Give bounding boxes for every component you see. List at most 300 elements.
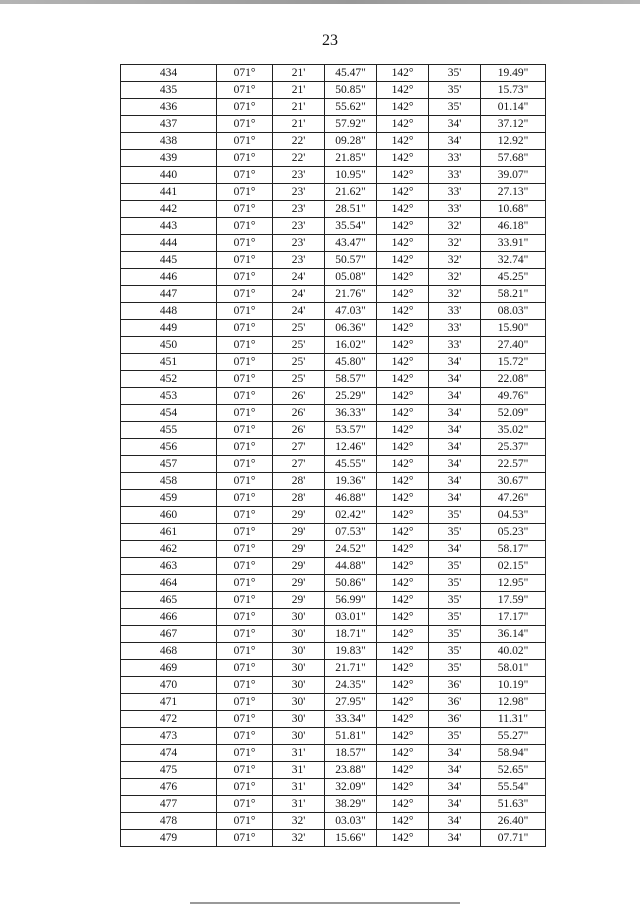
latitude-minutes-cell: 29': [273, 575, 325, 592]
longitude-seconds-cell: 55.54": [481, 779, 546, 796]
longitude-seconds-cell: 30.67": [481, 473, 546, 490]
latitude-degrees-cell: 071°: [217, 65, 273, 82]
longitude-degrees-cell: 142°: [377, 65, 429, 82]
latitude-seconds-cell: 05.08": [325, 269, 377, 286]
longitude-minutes-cell: 34': [429, 473, 481, 490]
longitude-minutes-cell: 32': [429, 269, 481, 286]
latitude-degrees-cell: 071°: [217, 626, 273, 643]
latitude-degrees-cell: 071°: [217, 303, 273, 320]
longitude-minutes-cell: 35': [429, 99, 481, 116]
longitude-degrees-cell: 142°: [377, 660, 429, 677]
latitude-seconds-cell: 44.88": [325, 558, 377, 575]
latitude-minutes-cell: 24': [273, 269, 325, 286]
latitude-minutes-cell: 31': [273, 745, 325, 762]
latitude-degrees-cell: 071°: [217, 779, 273, 796]
longitude-degrees-cell: 142°: [377, 354, 429, 371]
latitude-seconds-cell: 57.92": [325, 116, 377, 133]
table-row: [121, 660, 546, 677]
longitude-minutes-cell: 33': [429, 150, 481, 167]
longitude-degrees-cell: 142°: [377, 609, 429, 626]
table-row: [121, 405, 546, 422]
table-row: [121, 524, 546, 541]
longitude-minutes-cell: 35': [429, 524, 481, 541]
longitude-degrees-cell: 142°: [377, 116, 429, 133]
longitude-seconds-cell: 33.91": [481, 235, 546, 252]
longitude-minutes-cell: 35': [429, 728, 481, 745]
longitude-seconds-cell: 25.37": [481, 439, 546, 456]
latitude-seconds-cell: 53.57": [325, 422, 377, 439]
point-number-cell: 435: [121, 82, 217, 99]
latitude-degrees-cell: 071°: [217, 184, 273, 201]
latitude-minutes-cell: 21': [273, 116, 325, 133]
longitude-seconds-cell: 15.73": [481, 82, 546, 99]
latitude-seconds-cell: 45.80": [325, 354, 377, 371]
table-row: [121, 167, 546, 184]
longitude-degrees-cell: 142°: [377, 473, 429, 490]
longitude-degrees-cell: 142°: [377, 490, 429, 507]
table-row: [121, 99, 546, 116]
point-number-cell: 447: [121, 286, 217, 303]
longitude-seconds-cell: 39.07": [481, 167, 546, 184]
longitude-minutes-cell: 36': [429, 677, 481, 694]
latitude-seconds-cell: 19.36": [325, 473, 377, 490]
longitude-minutes-cell: 35': [429, 507, 481, 524]
longitude-minutes-cell: 33': [429, 303, 481, 320]
longitude-minutes-cell: 34': [429, 354, 481, 371]
latitude-minutes-cell: 30': [273, 711, 325, 728]
latitude-seconds-cell: 25.29": [325, 388, 377, 405]
latitude-minutes-cell: 21': [273, 82, 325, 99]
longitude-seconds-cell: 58.94": [481, 745, 546, 762]
longitude-seconds-cell: 02.15": [481, 558, 546, 575]
latitude-degrees-cell: 071°: [217, 218, 273, 235]
point-number-cell: 444: [121, 235, 217, 252]
latitude-minutes-cell: 28': [273, 490, 325, 507]
point-number-cell: 463: [121, 558, 217, 575]
latitude-degrees-cell: 071°: [217, 609, 273, 626]
point-number-cell: 437: [121, 116, 217, 133]
longitude-seconds-cell: 52.09": [481, 405, 546, 422]
latitude-minutes-cell: 23': [273, 201, 325, 218]
point-number-cell: 461: [121, 524, 217, 541]
latitude-minutes-cell: 23': [273, 252, 325, 269]
longitude-degrees-cell: 142°: [377, 218, 429, 235]
point-number-cell: 434: [121, 65, 217, 82]
point-number-cell: 449: [121, 320, 217, 337]
longitude-seconds-cell: 15.72": [481, 354, 546, 371]
coordinates-table-body: [121, 65, 546, 847]
table-row: [121, 779, 546, 796]
point-number-cell: 465: [121, 592, 217, 609]
latitude-minutes-cell: 22': [273, 133, 325, 150]
table-row: [121, 269, 546, 286]
latitude-degrees-cell: 071°: [217, 133, 273, 150]
point-number-cell: 448: [121, 303, 217, 320]
table-row: [121, 745, 546, 762]
longitude-degrees-cell: 142°: [377, 575, 429, 592]
latitude-seconds-cell: 28.51": [325, 201, 377, 218]
latitude-seconds-cell: 06.36": [325, 320, 377, 337]
longitude-minutes-cell: 35': [429, 643, 481, 660]
longitude-seconds-cell: 55.27": [481, 728, 546, 745]
latitude-degrees-cell: 071°: [217, 201, 273, 218]
longitude-minutes-cell: 34': [429, 133, 481, 150]
table-row: [121, 762, 546, 779]
latitude-degrees-cell: 071°: [217, 796, 273, 813]
longitude-minutes-cell: 34': [429, 439, 481, 456]
table-row: [121, 473, 546, 490]
latitude-seconds-cell: 33.34": [325, 711, 377, 728]
longitude-degrees-cell: 142°: [377, 711, 429, 728]
point-number-cell: 451: [121, 354, 217, 371]
latitude-degrees-cell: 071°: [217, 320, 273, 337]
longitude-seconds-cell: 10.68": [481, 201, 546, 218]
scan-bottom-line: [190, 902, 460, 904]
table-row: [121, 677, 546, 694]
longitude-minutes-cell: 34': [429, 388, 481, 405]
point-number-cell: 441: [121, 184, 217, 201]
longitude-minutes-cell: 34': [429, 405, 481, 422]
latitude-degrees-cell: 071°: [217, 813, 273, 830]
point-number-cell: 459: [121, 490, 217, 507]
table-row: [121, 830, 546, 847]
point-number-cell: 478: [121, 813, 217, 830]
longitude-minutes-cell: 35': [429, 660, 481, 677]
longitude-seconds-cell: 26.40": [481, 813, 546, 830]
latitude-minutes-cell: 31': [273, 796, 325, 813]
longitude-seconds-cell: 27.40": [481, 337, 546, 354]
latitude-minutes-cell: 29': [273, 541, 325, 558]
latitude-minutes-cell: 29': [273, 524, 325, 541]
latitude-minutes-cell: 24': [273, 303, 325, 320]
latitude-degrees-cell: 071°: [217, 558, 273, 575]
latitude-seconds-cell: 45.55": [325, 456, 377, 473]
latitude-seconds-cell: 38.29": [325, 796, 377, 813]
longitude-degrees-cell: 142°: [377, 779, 429, 796]
longitude-minutes-cell: 34': [429, 371, 481, 388]
longitude-seconds-cell: 11.31": [481, 711, 546, 728]
latitude-seconds-cell: 43.47": [325, 235, 377, 252]
latitude-degrees-cell: 071°: [217, 762, 273, 779]
longitude-minutes-cell: 33': [429, 337, 481, 354]
longitude-seconds-cell: 51.63": [481, 796, 546, 813]
longitude-minutes-cell: 34': [429, 762, 481, 779]
longitude-seconds-cell: 36.14": [481, 626, 546, 643]
table-row: [121, 303, 546, 320]
point-number-cell: 456: [121, 439, 217, 456]
longitude-degrees-cell: 142°: [377, 269, 429, 286]
table-row: [121, 201, 546, 218]
longitude-seconds-cell: 10.19": [481, 677, 546, 694]
longitude-degrees-cell: 142°: [377, 405, 429, 422]
longitude-degrees-cell: 142°: [377, 286, 429, 303]
point-number-cell: 476: [121, 779, 217, 796]
table-row: [121, 252, 546, 269]
longitude-minutes-cell: 32': [429, 218, 481, 235]
longitude-seconds-cell: 49.76": [481, 388, 546, 405]
longitude-degrees-cell: 142°: [377, 167, 429, 184]
point-number-cell: 467: [121, 626, 217, 643]
longitude-minutes-cell: 34': [429, 541, 481, 558]
longitude-degrees-cell: 142°: [377, 150, 429, 167]
latitude-seconds-cell: 15.66": [325, 830, 377, 847]
longitude-degrees-cell: 142°: [377, 235, 429, 252]
table-row: [121, 65, 546, 82]
longitude-degrees-cell: 142°: [377, 201, 429, 218]
table-row: [121, 728, 546, 745]
table-row: [121, 796, 546, 813]
table-row: [121, 150, 546, 167]
longitude-degrees-cell: 142°: [377, 456, 429, 473]
table-row: [121, 218, 546, 235]
latitude-seconds-cell: 24.35": [325, 677, 377, 694]
point-number-cell: 446: [121, 269, 217, 286]
longitude-degrees-cell: 142°: [377, 524, 429, 541]
table-row: [121, 694, 546, 711]
coordinates-table: [120, 64, 546, 847]
latitude-degrees-cell: 071°: [217, 235, 273, 252]
table-row: [121, 388, 546, 405]
table-row: [121, 711, 546, 728]
longitude-minutes-cell: 35': [429, 82, 481, 99]
latitude-minutes-cell: 23': [273, 167, 325, 184]
latitude-minutes-cell: 23': [273, 184, 325, 201]
latitude-degrees-cell: 071°: [217, 371, 273, 388]
longitude-degrees-cell: 142°: [377, 728, 429, 745]
latitude-minutes-cell: 32': [273, 813, 325, 830]
longitude-seconds-cell: 12.92": [481, 133, 546, 150]
latitude-seconds-cell: 50.86": [325, 575, 377, 592]
longitude-seconds-cell: 04.53": [481, 507, 546, 524]
longitude-degrees-cell: 142°: [377, 82, 429, 99]
latitude-seconds-cell: 56.99": [325, 592, 377, 609]
latitude-minutes-cell: 30': [273, 694, 325, 711]
latitude-minutes-cell: 21': [273, 65, 325, 82]
longitude-seconds-cell: 35.02": [481, 422, 546, 439]
latitude-degrees-cell: 071°: [217, 116, 273, 133]
table-row: [121, 609, 546, 626]
point-number-cell: 455: [121, 422, 217, 439]
point-number-cell: 460: [121, 507, 217, 524]
longitude-degrees-cell: 142°: [377, 677, 429, 694]
table-row: [121, 507, 546, 524]
point-number-cell: 477: [121, 796, 217, 813]
latitude-minutes-cell: 26': [273, 422, 325, 439]
longitude-seconds-cell: 57.68": [481, 150, 546, 167]
latitude-degrees-cell: 071°: [217, 167, 273, 184]
longitude-seconds-cell: 07.71": [481, 830, 546, 847]
latitude-minutes-cell: 25': [273, 320, 325, 337]
longitude-degrees-cell: 142°: [377, 694, 429, 711]
latitude-minutes-cell: 25': [273, 354, 325, 371]
latitude-degrees-cell: 071°: [217, 150, 273, 167]
longitude-seconds-cell: 58.17": [481, 541, 546, 558]
longitude-minutes-cell: 36': [429, 711, 481, 728]
longitude-minutes-cell: 32': [429, 252, 481, 269]
latitude-degrees-cell: 071°: [217, 354, 273, 371]
table-row: [121, 354, 546, 371]
latitude-minutes-cell: 23': [273, 218, 325, 235]
longitude-minutes-cell: 33': [429, 320, 481, 337]
table-row: [121, 337, 546, 354]
longitude-seconds-cell: 58.21": [481, 286, 546, 303]
table-row: [121, 558, 546, 575]
latitude-degrees-cell: 071°: [217, 694, 273, 711]
point-number-cell: 457: [121, 456, 217, 473]
longitude-minutes-cell: 34': [429, 116, 481, 133]
point-number-cell: 453: [121, 388, 217, 405]
longitude-degrees-cell: 142°: [377, 643, 429, 660]
latitude-degrees-cell: 071°: [217, 711, 273, 728]
longitude-degrees-cell: 142°: [377, 320, 429, 337]
longitude-degrees-cell: 142°: [377, 507, 429, 524]
point-number-cell: 442: [121, 201, 217, 218]
point-number-cell: 454: [121, 405, 217, 422]
longitude-seconds-cell: 37.12": [481, 116, 546, 133]
longitude-seconds-cell: 19.49": [481, 65, 546, 82]
latitude-minutes-cell: 30': [273, 609, 325, 626]
point-number-cell: 436: [121, 99, 217, 116]
latitude-seconds-cell: 35.54": [325, 218, 377, 235]
point-number-cell: 462: [121, 541, 217, 558]
point-number-cell: 464: [121, 575, 217, 592]
latitude-seconds-cell: 12.46": [325, 439, 377, 456]
longitude-minutes-cell: 32': [429, 286, 481, 303]
longitude-seconds-cell: 27.13": [481, 184, 546, 201]
latitude-seconds-cell: 27.95": [325, 694, 377, 711]
latitude-minutes-cell: 30': [273, 626, 325, 643]
latitude-seconds-cell: 50.57": [325, 252, 377, 269]
latitude-seconds-cell: 46.88": [325, 490, 377, 507]
longitude-minutes-cell: 34': [429, 813, 481, 830]
point-number-cell: 443: [121, 218, 217, 235]
point-number-cell: 452: [121, 371, 217, 388]
longitude-degrees-cell: 142°: [377, 813, 429, 830]
longitude-minutes-cell: 33': [429, 201, 481, 218]
point-number-cell: 473: [121, 728, 217, 745]
latitude-degrees-cell: 071°: [217, 643, 273, 660]
point-number-cell: 470: [121, 677, 217, 694]
latitude-minutes-cell: 25': [273, 371, 325, 388]
longitude-minutes-cell: 34': [429, 830, 481, 847]
scan-edge-line: [0, 0, 640, 4]
longitude-seconds-cell: 12.95": [481, 575, 546, 592]
longitude-seconds-cell: 08.03": [481, 303, 546, 320]
longitude-degrees-cell: 142°: [377, 371, 429, 388]
latitude-degrees-cell: 071°: [217, 660, 273, 677]
point-number-cell: 440: [121, 167, 217, 184]
latitude-seconds-cell: 23.88": [325, 762, 377, 779]
page-number: 23: [322, 32, 338, 49]
table-row: [121, 813, 546, 830]
table-row: [121, 286, 546, 303]
longitude-minutes-cell: 35': [429, 575, 481, 592]
latitude-minutes-cell: 30': [273, 643, 325, 660]
latitude-minutes-cell: 29': [273, 558, 325, 575]
latitude-seconds-cell: 24.52": [325, 541, 377, 558]
longitude-minutes-cell: 34': [429, 745, 481, 762]
longitude-degrees-cell: 142°: [377, 541, 429, 558]
longitude-seconds-cell: 22.57": [481, 456, 546, 473]
latitude-seconds-cell: 18.57": [325, 745, 377, 762]
longitude-minutes-cell: 32': [429, 235, 481, 252]
longitude-seconds-cell: 05.23": [481, 524, 546, 541]
table-row: [121, 320, 546, 337]
longitude-degrees-cell: 142°: [377, 337, 429, 354]
point-number-cell: 466: [121, 609, 217, 626]
longitude-seconds-cell: 22.08": [481, 371, 546, 388]
longitude-minutes-cell: 33': [429, 167, 481, 184]
latitude-seconds-cell: 55.62": [325, 99, 377, 116]
latitude-minutes-cell: 28': [273, 473, 325, 490]
latitude-minutes-cell: 30': [273, 728, 325, 745]
latitude-seconds-cell: 21.76": [325, 286, 377, 303]
latitude-minutes-cell: 24': [273, 286, 325, 303]
latitude-minutes-cell: 23': [273, 235, 325, 252]
latitude-minutes-cell: 32': [273, 830, 325, 847]
longitude-degrees-cell: 142°: [377, 252, 429, 269]
latitude-degrees-cell: 071°: [217, 575, 273, 592]
point-number-cell: 445: [121, 252, 217, 269]
latitude-degrees-cell: 071°: [217, 422, 273, 439]
table-row: [121, 439, 546, 456]
latitude-degrees-cell: 071°: [217, 439, 273, 456]
latitude-degrees-cell: 071°: [217, 405, 273, 422]
latitude-seconds-cell: 21.85": [325, 150, 377, 167]
longitude-minutes-cell: 33': [429, 184, 481, 201]
longitude-minutes-cell: 34': [429, 490, 481, 507]
longitude-minutes-cell: 34': [429, 779, 481, 796]
table-row: [121, 592, 546, 609]
latitude-seconds-cell: 58.57": [325, 371, 377, 388]
longitude-degrees-cell: 142°: [377, 626, 429, 643]
latitude-seconds-cell: 50.85": [325, 82, 377, 99]
point-number-cell: 475: [121, 762, 217, 779]
longitude-degrees-cell: 142°: [377, 439, 429, 456]
longitude-degrees-cell: 142°: [377, 745, 429, 762]
table-row: [121, 184, 546, 201]
table-row: [121, 575, 546, 592]
latitude-seconds-cell: 07.53": [325, 524, 377, 541]
latitude-seconds-cell: 36.33": [325, 405, 377, 422]
latitude-degrees-cell: 071°: [217, 745, 273, 762]
latitude-seconds-cell: 47.03": [325, 303, 377, 320]
longitude-seconds-cell: 52.65": [481, 762, 546, 779]
latitude-degrees-cell: 071°: [217, 252, 273, 269]
longitude-degrees-cell: 142°: [377, 558, 429, 575]
latitude-seconds-cell: 21.71": [325, 660, 377, 677]
latitude-seconds-cell: 16.02": [325, 337, 377, 354]
longitude-seconds-cell: 46.18": [481, 218, 546, 235]
latitude-seconds-cell: 18.71": [325, 626, 377, 643]
latitude-degrees-cell: 071°: [217, 99, 273, 116]
longitude-seconds-cell: 47.26": [481, 490, 546, 507]
latitude-minutes-cell: 31': [273, 779, 325, 796]
longitude-degrees-cell: 142°: [377, 99, 429, 116]
longitude-seconds-cell: 58.01": [481, 660, 546, 677]
table-row: [121, 116, 546, 133]
latitude-seconds-cell: 51.81": [325, 728, 377, 745]
point-number-cell: 468: [121, 643, 217, 660]
latitude-seconds-cell: 45.47": [325, 65, 377, 82]
latitude-degrees-cell: 071°: [217, 286, 273, 303]
table-row: [121, 422, 546, 439]
longitude-minutes-cell: 36': [429, 694, 481, 711]
latitude-seconds-cell: 02.42": [325, 507, 377, 524]
longitude-seconds-cell: 32.74": [481, 252, 546, 269]
point-number-cell: 438: [121, 133, 217, 150]
longitude-minutes-cell: 34': [429, 456, 481, 473]
